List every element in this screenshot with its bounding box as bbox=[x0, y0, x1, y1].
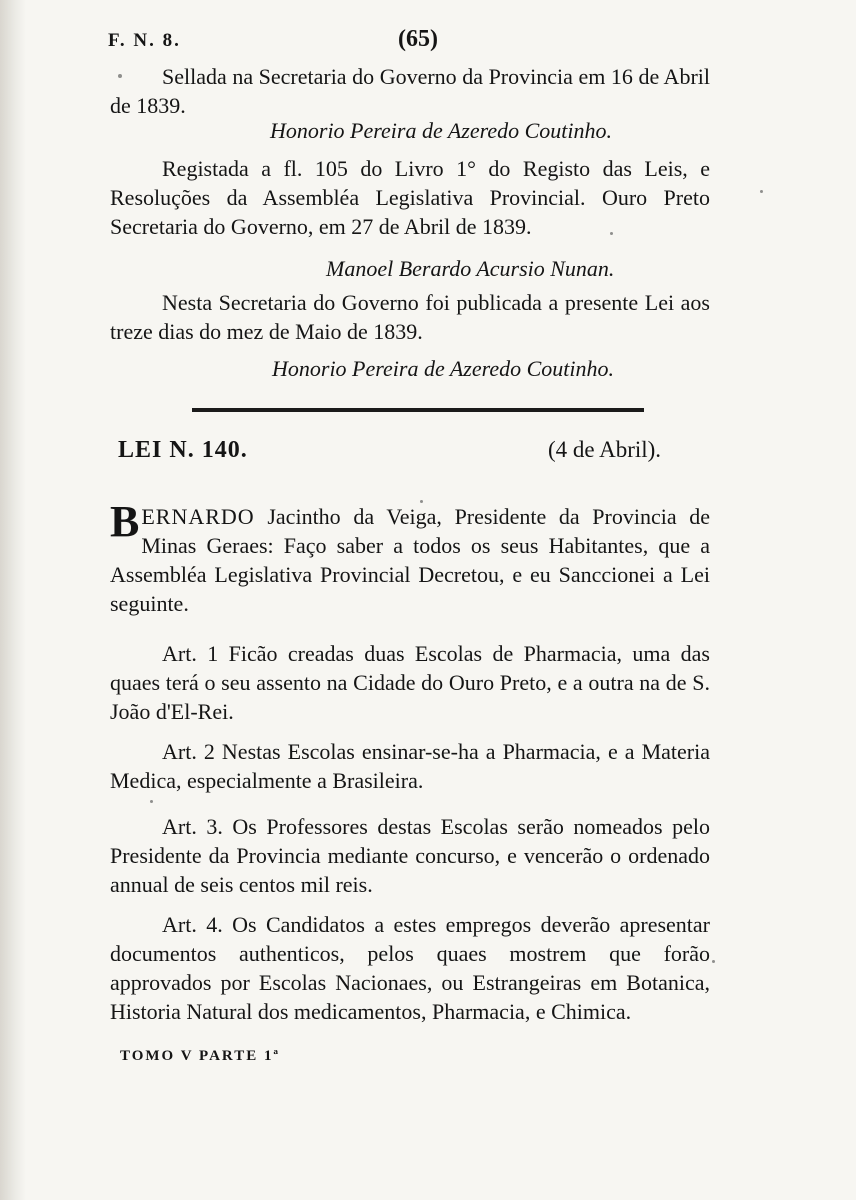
page-edge-shadow bbox=[0, 0, 26, 1200]
page-number: (65) bbox=[398, 26, 438, 52]
ink-speck bbox=[760, 190, 763, 193]
article-3: Art. 3. Os Professores destas Escolas serão nomeados pelo Presidente da Provincia mediante concurso, e vencerão o ordenado annual de seis centos mil reis. bbox=[110, 814, 710, 897]
law-preamble bbox=[110, 497, 711, 618]
sealing-signer: Honorio Pereira de Azeredo Coutinho. bbox=[270, 118, 612, 143]
article-4: Art. 4. Os Candidatos a estes empregos deverão apresentar documentos authenticos, pelos quaes mostrem que forão approvados por Escolas Nacionaes, ou Estrangeiras em Botanica, Historia Natural dos medicamentos, Pharmacia, e Chimica. bbox=[110, 912, 710, 1024]
page-header bbox=[108, 26, 706, 58]
preamble-name: ERNARDO bbox=[141, 504, 255, 529]
ink-speck bbox=[712, 960, 715, 963]
publication-paragraph: Nesta Secretaria do Governo foi publicada a presente Lei aos treze dias do mez de Maio de 1839. bbox=[110, 290, 710, 344]
ink-speck bbox=[150, 800, 153, 803]
registration-paragraph: Registada a fl. 105 do Livro 1° do Registo das Leis, e Resoluções da Assembléa Legislativa Provincial. Ouro Preto Secretaria do Governo, em 27 de Abril de 1839. bbox=[110, 156, 710, 239]
ink-speck bbox=[420, 500, 423, 503]
preamble-text: Jacintho da Veiga, Presidente da Provincia de Minas Geraes: Faço saber a todos os seus Habitantes, que a Assembléa Legislativa Provincial Decretou, e eu Sanccionei a Lei seguinte. bbox=[110, 504, 711, 616]
article-2: Art. 2 Nestas Escolas ensinar-se-ha a Pharmacia, e a Materia Medica, especialmente a Brasileira. bbox=[110, 739, 710, 793]
law-date: (4 de Abril). bbox=[548, 437, 662, 462]
ink-speck bbox=[118, 74, 122, 78]
sealing-paragraph: Sellada na Secretaria do Governo da Provincia em 16 de Abril de 1839. bbox=[110, 64, 710, 118]
ink-speck bbox=[610, 232, 613, 235]
registration-signer: Manoel Berardo Acursio Nunan. bbox=[326, 256, 615, 281]
publication-signer: Honorio Pereira de Azeredo Coutinho. bbox=[272, 356, 614, 381]
law-title: LEI N. 140. bbox=[118, 437, 248, 463]
printer-signature: F. N. 8. bbox=[108, 30, 181, 51]
article-1: Art. 1 Ficão creadas duas Escolas de Pharmacia, uma das quaes terá o seu assento na Cidade do Ouro Preto, e a outra na de S. João d'El-Rei. bbox=[110, 641, 710, 724]
section-divider bbox=[192, 408, 644, 412]
drop-cap-initial: B bbox=[110, 497, 140, 546]
volume-footer: TOMO V PARTE 1ª bbox=[120, 1048, 280, 1064]
